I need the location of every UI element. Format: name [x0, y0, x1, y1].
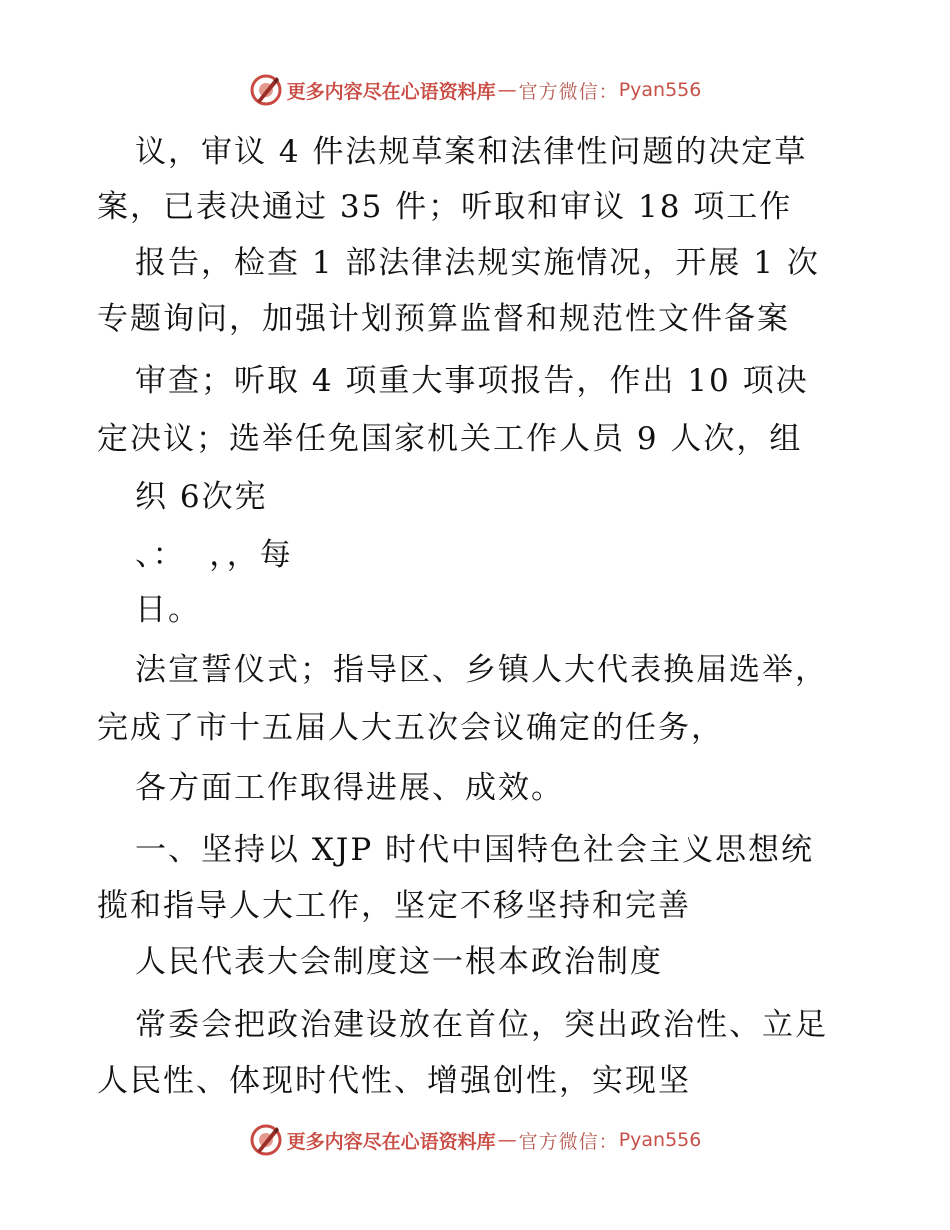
text-line: 揽和指导人大工作，坚定不移坚持和完善	[97, 888, 691, 924]
text-line: 人民性、体现时代性、增强创性，实现坚	[97, 1063, 691, 1099]
text-line: 织 6次宪	[135, 479, 268, 515]
banner-wechat-id: Pyan556	[618, 1129, 702, 1151]
text-line: 人民代表大会制度这一根本政治制度	[135, 944, 663, 980]
text-line: 法宣誓仪式；指导区、乡镇人大代表换届选举，	[135, 652, 828, 688]
banner-wechat-id: Pyan556	[618, 79, 702, 101]
text-line: 报告，检查 1 部法律法规实施情况，开展 1 次	[135, 245, 820, 281]
banner-wechat-label: 官方微信：	[518, 1130, 619, 1153]
text-line: 议，审议 4 件法规草案和法律性问题的决定草	[135, 134, 808, 170]
pen-logo-icon	[249, 1123, 283, 1157]
text-line: 专题询问，加强计划预算监督和规范性文件备案	[97, 301, 790, 337]
banner-dash: —	[497, 1129, 517, 1151]
text-line: 常委会把政治建设放在首位，突出政治性、立足	[135, 1007, 828, 1043]
pen-logo-icon	[249, 73, 283, 107]
text-line: 审查；听取 4 项重大事项报告，作出 10 项决	[135, 363, 809, 399]
footer-watermark-banner	[0, 1120, 950, 1160]
text-line: 完成了市十五届人大五次会议确定的任务，	[97, 710, 724, 746]
banner-dash: —	[497, 79, 517, 101]
text-line: 、： ，，每	[135, 537, 293, 573]
text-line: 一、坚持以 XJP 时代中国特色社会主义思想统	[135, 832, 815, 868]
text-line: 日。	[135, 592, 201, 628]
text-line: 各方面工作取得进展、成效。	[135, 770, 564, 806]
header-watermark-banner	[0, 70, 950, 110]
banner-wechat-label: 官方微信：	[518, 80, 619, 103]
banner-title: 更多内容尽在心语资料库	[286, 80, 496, 103]
text-line: 案，已表决通过 35 件；听取和审议 18 项工作	[97, 189, 793, 225]
banner-title: 更多内容尽在心语资料库	[286, 1130, 496, 1153]
text-line: 定决议；选举任免国家机关工作人员 9 人次，组	[97, 421, 803, 457]
